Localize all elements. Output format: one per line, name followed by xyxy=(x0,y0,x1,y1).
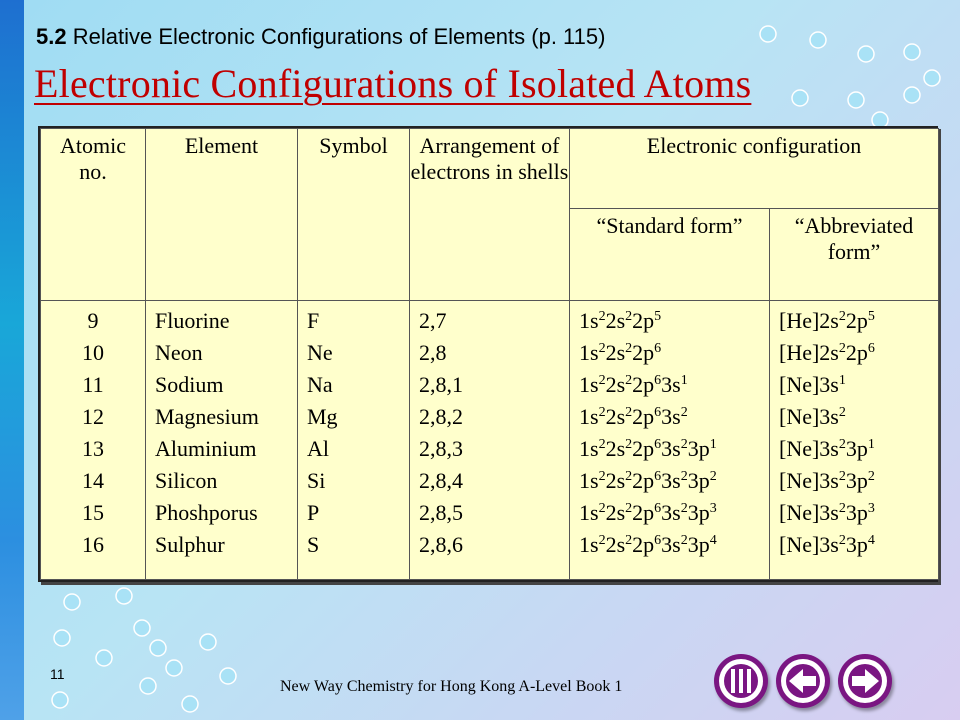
abbreviated-configuration xyxy=(779,337,938,369)
electron-count: 2 xyxy=(625,373,633,388)
standard-configuration xyxy=(579,497,769,529)
standard-configuration xyxy=(579,433,769,465)
electron-count: 2 xyxy=(598,309,606,324)
orbital-term: 3s xyxy=(661,532,681,557)
abbreviated-configuration xyxy=(779,305,938,337)
orbital-term: 2s xyxy=(605,404,626,429)
orbital-term: 2p xyxy=(632,500,655,525)
electron-count: 2 xyxy=(680,501,688,516)
element-symbol: Al xyxy=(307,436,329,461)
orbital-term: 1s xyxy=(579,404,599,429)
abbreviated-configuration xyxy=(779,433,938,465)
header-element: Element xyxy=(146,129,298,301)
book-title: New Way Chemistry for Hong Kong A-Level Book 1 xyxy=(280,678,623,695)
electron-count: 2 xyxy=(598,405,606,420)
electron-count: 5 xyxy=(654,309,662,324)
previous-slide-icon xyxy=(776,654,830,708)
orbital-term: 2s xyxy=(605,500,626,525)
standard-configuration xyxy=(579,305,769,337)
standard-configuration xyxy=(579,465,769,497)
electron-count: 2 xyxy=(867,469,875,484)
atomic-number: 10 xyxy=(82,340,104,365)
orbital-term: [Ne]3s xyxy=(779,372,839,397)
orbital-term: 2s xyxy=(605,468,626,493)
atomic-number: 12 xyxy=(82,404,104,429)
shells-column xyxy=(410,301,570,580)
orbital-term: 1s xyxy=(579,372,599,397)
orbital-term: 2p xyxy=(632,340,655,365)
atomic-number: 15 xyxy=(82,500,104,525)
atomic-number: 13 xyxy=(82,436,104,461)
orbital-term: 2p xyxy=(632,468,655,493)
electron-count: 2 xyxy=(598,469,606,484)
orbital-term: 3p xyxy=(687,532,710,557)
electron-count: 2 xyxy=(625,405,633,420)
electron-count: 4 xyxy=(709,533,717,548)
electron-count: 5 xyxy=(867,309,875,324)
electron-count: 2 xyxy=(598,437,606,452)
orbital-term: 2p xyxy=(845,308,868,333)
element-symbol: Na xyxy=(307,372,333,397)
electron-count: 2 xyxy=(598,501,606,516)
electron-count: 2 xyxy=(680,469,688,484)
orbital-term: 3s xyxy=(661,404,681,429)
abbreviated-configuration xyxy=(779,465,938,497)
orbital-term: [Ne]3s xyxy=(779,532,839,557)
element-name: Magnesium xyxy=(155,404,259,429)
orbital-term: 2s xyxy=(605,372,626,397)
orbital-term: 2s xyxy=(605,308,626,333)
electron-count: 2 xyxy=(598,341,606,356)
orbital-term: 1s xyxy=(579,468,599,493)
element-name: Aluminium xyxy=(155,436,257,461)
electron-count: 2 xyxy=(625,469,633,484)
orbital-term: 1s xyxy=(579,308,599,333)
element-name: Sodium xyxy=(155,372,224,397)
electron-count: 2 xyxy=(598,533,606,548)
atomic-number-column xyxy=(41,301,146,580)
electron-count: 6 xyxy=(654,469,662,484)
orbital-term: 1s xyxy=(579,500,599,525)
element-symbol: Mg xyxy=(307,404,338,429)
orbital-term: 3p xyxy=(845,436,868,461)
orbital-term: 3p xyxy=(845,500,868,525)
orbital-term: 2p xyxy=(632,308,655,333)
orbital-term: [Ne]3s xyxy=(779,500,839,525)
electron-count: 1 xyxy=(867,437,875,452)
electron-count: 6 xyxy=(654,341,662,356)
standard-configuration xyxy=(579,529,769,561)
standard-configuration xyxy=(579,369,769,401)
orbital-term: 1s xyxy=(579,340,599,365)
element-symbol: Ne xyxy=(307,340,333,365)
standard-configuration xyxy=(579,337,769,369)
orbital-term: 1s xyxy=(579,532,599,557)
electron-count: 2 xyxy=(598,373,606,388)
electron-count: 6 xyxy=(654,405,662,420)
electron-count: 2 xyxy=(625,341,633,356)
orbital-term: 2s xyxy=(605,436,626,461)
element-column xyxy=(146,301,298,580)
orbital-term: 2p xyxy=(632,404,655,429)
electron-count: 2 xyxy=(838,533,846,548)
header-atomic-no: Atomic no. xyxy=(41,129,146,301)
orbital-term: 1s xyxy=(579,436,599,461)
orbital-term: 2s xyxy=(605,532,626,557)
electron-count: 4 xyxy=(867,533,875,548)
electron-count: 3 xyxy=(867,501,875,516)
orbital-term: 3p xyxy=(687,500,710,525)
abbreviated-configuration xyxy=(779,529,938,561)
element-symbol: Si xyxy=(307,468,326,493)
abbreviated-configuration xyxy=(779,369,938,401)
shell-arrangement: 2,7 xyxy=(419,308,447,333)
orbital-term: 3p xyxy=(845,532,868,557)
orbital-term: 3s xyxy=(661,500,681,525)
symbol-column xyxy=(298,301,410,580)
orbital-term: [Ne]3s xyxy=(779,404,839,429)
orbital-term: [Ne]3s xyxy=(779,436,839,461)
abbreviated-configuration xyxy=(779,401,938,433)
electron-count: 2 xyxy=(838,405,846,420)
electron-count: 6 xyxy=(654,533,662,548)
next-slide-icon xyxy=(838,654,892,708)
orbital-term: 2s xyxy=(605,340,626,365)
electron-count: 1 xyxy=(680,373,688,388)
element-name: Silicon xyxy=(155,468,218,493)
electron-count: 6 xyxy=(654,501,662,516)
standard-configuration xyxy=(579,401,769,433)
orbital-term: 3p xyxy=(687,436,710,461)
orbital-term: 3p xyxy=(687,468,710,493)
element-symbol: P xyxy=(307,500,320,525)
first-slide-icon xyxy=(714,654,768,708)
electron-count: 2 xyxy=(838,341,846,356)
atomic-number: 11 xyxy=(82,372,104,397)
orbital-term: 3p xyxy=(845,468,868,493)
electron-count: 2 xyxy=(838,469,846,484)
atomic-number: 14 xyxy=(82,468,104,493)
shell-arrangement: 2,8,6 xyxy=(419,532,463,557)
orbital-term: 2p xyxy=(845,340,868,365)
orbital-term: [He]2s xyxy=(779,340,839,365)
electron-count: 6 xyxy=(654,437,662,452)
electron-count: 2 xyxy=(625,309,633,324)
element-name: Fluorine xyxy=(155,308,230,333)
element-symbol: F xyxy=(307,308,320,333)
orbital-term: [He]2s xyxy=(779,308,839,333)
electron-count: 2 xyxy=(680,405,688,420)
orbital-term: 2p xyxy=(632,372,655,397)
orbital-term: 3s xyxy=(661,468,681,493)
shell-arrangement: 2,8,3 xyxy=(419,436,463,461)
page-number: 11 xyxy=(50,666,65,682)
electron-count: 2 xyxy=(838,501,846,516)
header-symbol: Symbol xyxy=(298,129,410,301)
header-abbreviated-form: “Abbreviated form” xyxy=(770,209,939,301)
orbital-term: 2p xyxy=(632,436,655,461)
atomic-number: 9 xyxy=(87,308,99,333)
page-title: Electronic Configurations of Isolated Atoms xyxy=(34,61,752,106)
electron-count: 2 xyxy=(838,309,846,324)
section-heading xyxy=(36,24,605,50)
electron-count: 2 xyxy=(625,437,633,452)
shell-arrangement: 2,8,2 xyxy=(419,404,463,429)
electron-count: 2 xyxy=(680,533,688,548)
element-name: Neon xyxy=(155,340,203,365)
electron-count: 2 xyxy=(625,501,633,516)
shell-arrangement: 2,8,5 xyxy=(419,500,463,525)
electron-count: 2 xyxy=(625,533,633,548)
electron-count: 1 xyxy=(709,437,717,452)
left-accent-bar xyxy=(0,0,24,720)
electron-count: 2 xyxy=(838,437,846,452)
electron-count: 6 xyxy=(654,373,662,388)
orbital-term: 3s xyxy=(661,436,681,461)
shell-arrangement: 2,8,1 xyxy=(419,372,463,397)
first-slide-button[interactable] xyxy=(714,654,768,708)
abbreviated-form-column xyxy=(770,301,939,580)
electron-count: 2 xyxy=(709,469,717,484)
orbital-term: 2p xyxy=(632,532,655,557)
header-standard-form: “Standard form” xyxy=(570,209,770,301)
section-number: 5.2 xyxy=(36,24,67,49)
next-slide-button[interactable] xyxy=(838,654,892,708)
standard-form-column xyxy=(570,301,770,580)
element-symbol: S xyxy=(307,532,320,557)
electron-count: 3 xyxy=(709,501,717,516)
configuration-table xyxy=(38,126,938,582)
electron-count: 1 xyxy=(838,373,846,388)
element-name: Phoshporus xyxy=(155,500,258,525)
header-arrangement: Arrangement of electrons in shells xyxy=(410,129,570,301)
shell-arrangement: 2,8,4 xyxy=(419,468,463,493)
abbreviated-configuration xyxy=(779,497,938,529)
orbital-term: [Ne]3s xyxy=(779,468,839,493)
electron-count: 2 xyxy=(680,437,688,452)
header-electronic-configuration: Electronic configuration xyxy=(570,129,939,209)
shell-arrangement: 2,8 xyxy=(419,340,447,365)
element-name: Sulphur xyxy=(155,532,225,557)
electron-count: 6 xyxy=(867,341,875,356)
section-text: Relative Electronic Configurations of Elements (p. 115) xyxy=(72,24,606,49)
atomic-number: 16 xyxy=(82,532,104,557)
previous-slide-button[interactable] xyxy=(776,654,830,708)
orbital-term: 3s xyxy=(661,372,681,397)
